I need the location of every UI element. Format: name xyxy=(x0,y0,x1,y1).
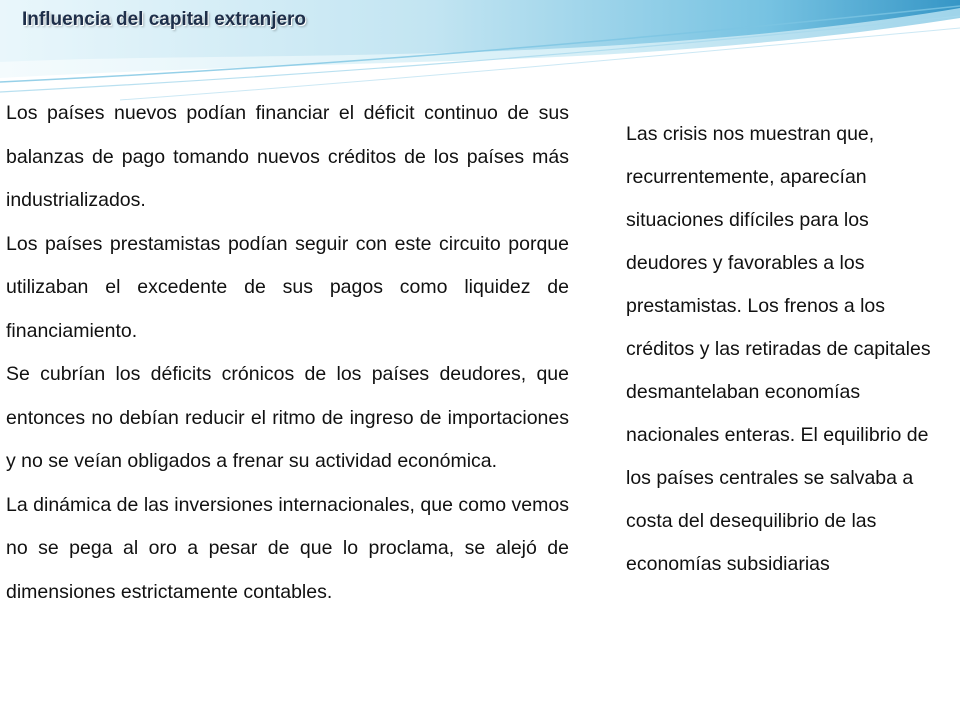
left-paragraph: Los países nuevos podían financiar el déficit continuo de sus balanzas de pago tomando nuevos créditos de los países más industrializados. xyxy=(6,102,569,211)
left-paragraph: La dinámica de las inversiones internacionales, que como vemos no se pega al oro a pesar de que lo proclama, se alejó de dimensiones estrictamente contables. xyxy=(6,493,569,603)
left-paragraph: Los países prestamistas podían seguir con este circuito porque utilizaban el excedente de sus pagos como liquidez de financiamiento. xyxy=(6,232,569,342)
right-paragraph: Las crisis nos muestran que, recurrentemente, aparecían situaciones difíciles para los deudores y favorables a los prestamistas. Los frenos a los créditos y las retiradas de capitales desmantelaban economías nacionales enteras. El equilibrio de los países centrales se salvaba a costa del desequilibrio de las economías subsidiarias xyxy=(626,123,931,575)
left-text-column xyxy=(6,92,569,614)
left-paragraph: Se cubrían los déficits crónicos de los países deudores, que entonces no debían reducir el ritmo de ingreso de importaciones y no se veían obligados a frenar su actividad económica. xyxy=(6,363,569,472)
right-text-column xyxy=(626,113,946,586)
slide-title: Influencia del capital extranjero xyxy=(22,9,307,30)
